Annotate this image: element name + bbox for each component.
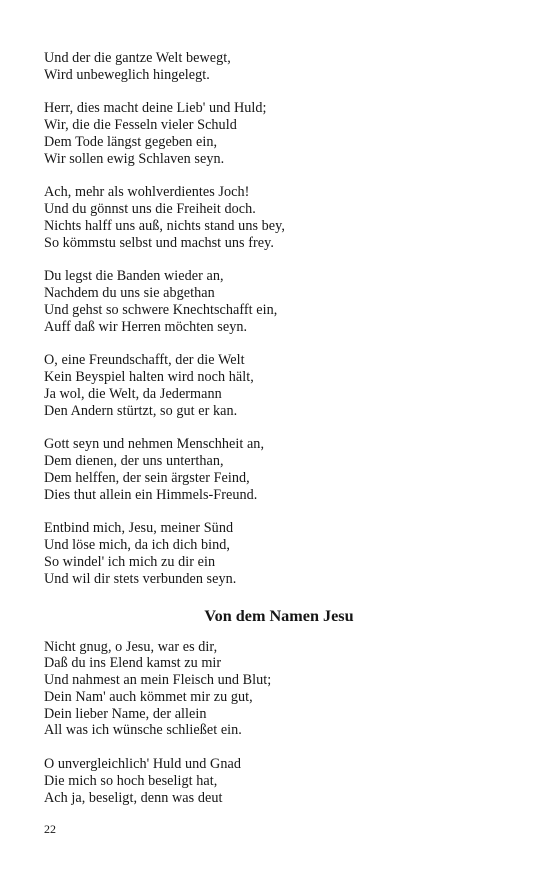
verse-line: Daß du ins Elend kamst zu mir	[44, 655, 222, 672]
verse-line: Wir, die die Fesseln vieler Schuld	[44, 117, 237, 134]
stanza	[44, 50, 514, 84]
verse-line: All was ich wünsche schließet ein.	[44, 722, 242, 739]
verse-line: Nichts halff uns auß, nichts stand uns bey,	[44, 217, 285, 234]
stanza	[44, 352, 514, 419]
stanza	[44, 268, 514, 335]
stanza	[44, 436, 514, 503]
verse-line: So kömmstu selbst und machst uns frey.	[44, 234, 274, 251]
verse-line: Wir sollen ewig Schlaven seyn.	[44, 150, 225, 167]
stanza	[44, 520, 514, 587]
poem-page	[44, 50, 514, 823]
stanza	[44, 756, 514, 806]
poem-part-1	[44, 50, 514, 588]
verse-line: Und du gönnst uns die Freiheit doch.	[44, 201, 256, 218]
verse-line: Dem Tode längst gegeben ein,	[44, 133, 218, 150]
verse-line: Wird unbeweglich hingelegt.	[44, 66, 210, 83]
verse-line: Nachdem du uns sie abgethan	[44, 285, 215, 302]
poem-part-2	[44, 639, 514, 807]
verse-line: Dein lieber Name, der allein	[44, 705, 207, 722]
verse-line: Die mich so hoch beseligt hat,	[44, 772, 218, 789]
verse-line: O, eine Freundschafft, der die Welt	[44, 352, 245, 369]
verse-line: Dein Nam' auch kömmet mir zu gut,	[44, 688, 253, 705]
verse-line: Ach ja, beseligt, denn was deut	[44, 789, 223, 806]
verse-line: Den Andern stürtzt, so gut er kan.	[44, 402, 238, 419]
verse-line: Und nahmest an mein Fleisch und Blut;	[44, 672, 272, 689]
verse-line: Ja wol, die Welt, da Jedermann	[44, 385, 222, 402]
verse-line: Du legst die Banden wieder an,	[44, 268, 224, 285]
stanza	[44, 100, 514, 167]
verse-line: So windel' ich mich zu dir ein	[44, 553, 216, 570]
verse-line: Dem helffen, der sein ärgster Feind,	[44, 469, 250, 486]
verse-line: Dies thut allein ein Himmels-Freund.	[44, 486, 258, 503]
section-title: Von dem Namen Jesu	[204, 606, 354, 625]
verse-line: Nicht gnug, o Jesu, war es dir,	[44, 638, 218, 655]
verse-line: Und wil dir stets verbunden seyn.	[44, 570, 237, 587]
verse-line: Gott seyn und nehmen Menschheit an,	[44, 436, 265, 453]
verse-line: Und löse mich, da ich dich bind,	[44, 537, 231, 554]
page-number: 22	[44, 822, 56, 836]
verse-line: Ach, mehr als wohlverdientes Joch!	[44, 184, 250, 201]
verse-line: Entbind mich, Jesu, meiner Sünd	[44, 520, 234, 537]
verse-line: Kein Beyspiel halten wird noch hält,	[44, 369, 254, 386]
verse-line: O unvergleichlich' Huld und Gnad	[44, 756, 241, 773]
verse-line: Dem dienen, der uns unterthan,	[44, 453, 224, 470]
verse-line: Herr, dies macht deine Lieb' und Huld;	[44, 100, 267, 117]
verse-line: Und der die gantze Welt bewegt,	[44, 50, 231, 66]
stanza	[44, 184, 514, 251]
stanza	[44, 639, 514, 740]
verse-line: Auff daß wir Herren möchten seyn.	[44, 318, 248, 335]
verse-line: Und gehst so schwere Knechtschafft ein,	[44, 301, 278, 318]
